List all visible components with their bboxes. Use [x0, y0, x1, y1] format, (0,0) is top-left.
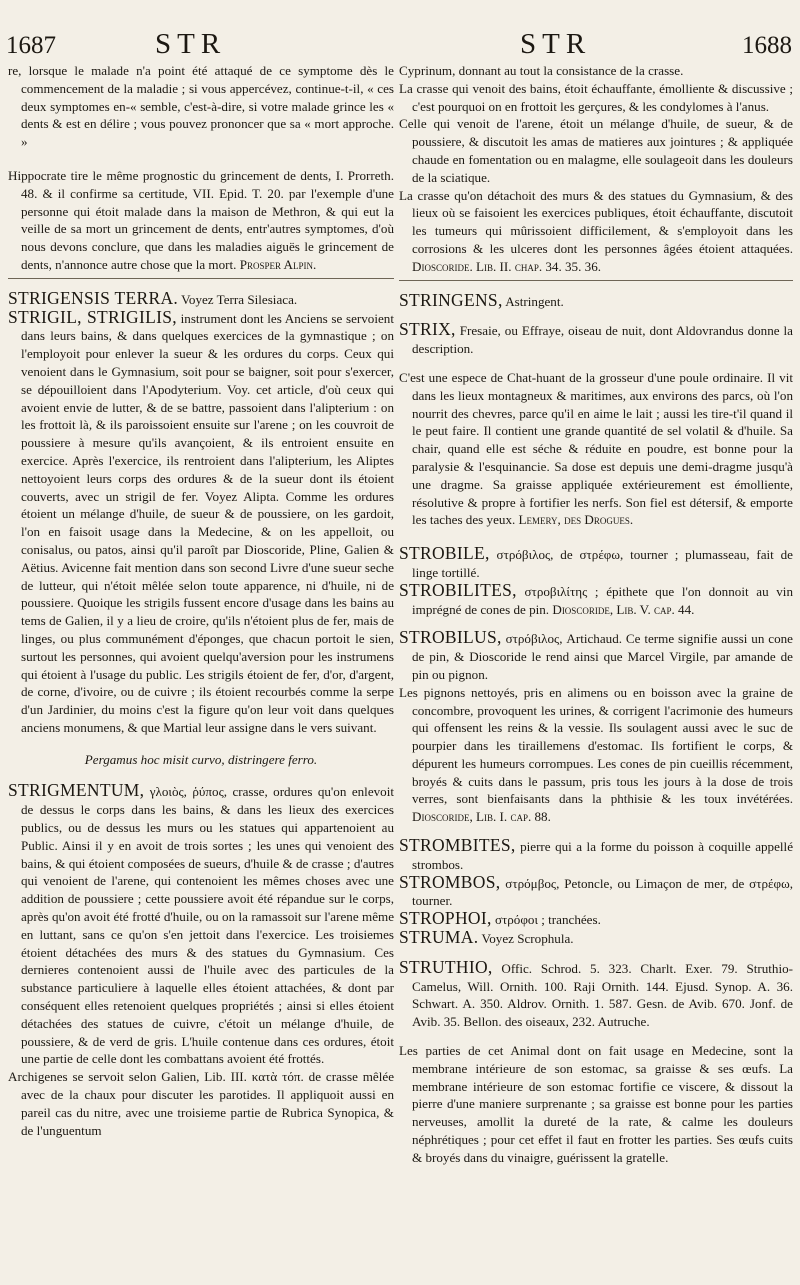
entry-text: στρόφοι ; tranchées. — [494, 912, 601, 928]
entry-strombos — [399, 871, 793, 911]
entry-strix — [399, 321, 793, 358]
reference: Dioscoride, Lib. I. cap. 88. — [412, 809, 551, 825]
entry-text: στρόβιλος, Artichaud. Ce terme signifie aussi un cone de pin, & Dioscoride le rend ainsi que Marcel Virgile, par amande de pin ou pignon. — [412, 631, 793, 682]
reference: Dioscoride, Lib. V. cap. 44. — [552, 601, 695, 617]
entry-headword: STRIGIL, STRIGILIS, — [8, 306, 177, 327]
entry-headword: STRINGENS, — [399, 289, 503, 310]
paragraph-archigenes: Archigenes se servoit selon Galien, Lib. III. κατὰ τόπ. de crasse mêlée avec de la chaux pour discuter les parotides. Il appliquoit aussi en pareil cas du nitre, avec une troisieme partie de Rubrica Synopica, & de l'unguentum — [8, 1069, 394, 1138]
entry-struma — [399, 929, 793, 948]
entry-text: στρόβιλος, de στρέφω, tourner ; plumasseau, fait de linge tortillé. — [412, 547, 793, 580]
entry-headword: STROBILE, — [399, 543, 490, 564]
entry-headword: STRUMA. — [399, 927, 479, 948]
entry-text: στροβιλίτης ; épithete que l'on donnoit au vin imprégné de cones de pin. — [412, 583, 793, 617]
entry-headword: STRIGENSIS TERRA. — [8, 287, 179, 308]
paragraph-crasse-bains: La crasse qui venoit des bains, étoit échauffante, émolliente & discussive ; c'est pourquoi on en frottoit les gerçures, & les condylomes à l'anus. — [399, 80, 793, 114]
paragraph-murs — [399, 187, 793, 276]
continuation-text: Cyprinum, donnant au tout la consistance de la crasse. — [399, 63, 684, 78]
entry-headword: STROBILITES, — [399, 579, 517, 600]
entry-headword: STRUTHIO, — [399, 956, 493, 977]
entry-text: Voyez Scrophula. — [481, 931, 574, 947]
entry-strobilites — [399, 579, 793, 619]
entry-strobile — [399, 545, 793, 582]
entry-text: pierre qui a la forme du poisson à coquille appellé strombos. — [412, 839, 793, 872]
entry-text: La crasse qu'on détachoit des murs & des statues du Gymnasium, & des lieux où se faisoient les exercices publiques, étoit échauffante, discutoit les tumeurs qui mûrissoient difficilement, & s'employoit dans les corrosions & les ulceres dont les personnes âgées étoient attaquées. — [399, 187, 793, 256]
entry-strobilus — [399, 629, 793, 683]
entry-headword: STROBILUS, — [399, 627, 502, 648]
entry-struthio — [399, 956, 793, 1031]
paragraph-arene: Celle qui venoit de l'arene, étoit un mélange d'huile, de sueur, & de poussiere, & discutoit les amas de matieres aux jointures ; & appliquée chaude en fomentation ou en malagme, elle soulageoit dans les douleurs de la sciatique. — [399, 116, 793, 185]
entry-text: Voyez Terra Silesiaca. — [181, 291, 298, 307]
reference: Lemery, des Drogues. — [518, 512, 634, 528]
entry-stringens — [399, 289, 793, 311]
reference: Dioscoride. Lib. II. chap. 34. 35. 36. — [412, 258, 602, 274]
left-running-head: STR — [155, 28, 227, 60]
intro-quote: re, lorsque le malade n'a point été attaqué de ce symptome dès le commencement de la maladie ; si vous appercévez, continue-t-il, « ces deux symptomes en-« semble, c'est-à-dire, si votre malade grince les « dents & est en délire ; vous pouvez prononcer que sa « mort approche. » — [8, 63, 394, 150]
paragraph-pignons — [399, 684, 793, 826]
entry-strigil — [8, 306, 394, 737]
entry-text: στρόμβος, Petoncle, ou Limaçon de mer, de στρέφω, tourner. — [412, 875, 793, 909]
entry-text: C'est une espece de Chat-huant de la grosseur d'une poule ordinaire. Il vit dans les lieux montagneux & maritimes, aux environs des parcs, où l'on nourrit des chevres, parce qu'il en aime le lait ; aussi les tire-t'il quand il le peut faire. Il contient une grande quantité de sel volatil & d'huile. Sa chair, quand elle est séche & réduite en poudre, est bonne pour la paralysie & l'esquinancie. Sa dose est depuis une demi-dragme jusqu'à une dragme. Sa graisse appliquée extérieurement est émolliente, résolutive & propre à fortifier les nerfs. Son fiel est détersif, & emporte les taches des yeux. — [399, 369, 793, 528]
divider — [399, 280, 793, 281]
paragraph-chat-huant — [399, 369, 793, 529]
entry-text: Astringent. — [505, 293, 564, 309]
right-running-head: STR — [520, 28, 592, 60]
divider — [8, 278, 394, 279]
entry-headword: STROMBOS, — [399, 871, 501, 892]
entry-hippocrate — [8, 167, 394, 274]
page-header — [0, 0, 800, 64]
left-column — [8, 62, 394, 1139]
entry-text: Offic. Schrod. 5. 323. Charlt. Exer. 79. Struthio-Camelus, Will. Ornith. 100. Raji Ornith. 144. Ejusd. Synop. A. 36. Schwart. A. 350. Aldrov. Ornith. 1. 587. Gesn. de Avib. 670. Jonf. de Avib. 35. Bellon. des oiseaux, 232. Autruche. — [412, 960, 793, 1030]
left-page-number: 1687 — [6, 32, 56, 59]
entry-text: Les pignons nettoyés, pris en alimens ou en boisson avec la graine de concombre, provoquent les urines, & corrigent l'acrimonie des humeurs qui offensent les reins & la vessie. Ils soulagent aussi avec le suc de pourpier dans les tiraillemens d'estomac. Ils fortifient le corps, & dépurent les humeurs corrompues. Les cones de pin cueillis récemment, broyés & cuits dans le passum, pris tous les jours à la dose de trois verres, sont bienfaisants dans la phthisie & les toux invétérées. — [399, 684, 793, 807]
entry-strombites — [399, 837, 793, 874]
signature: Prosper Alpin. — [239, 256, 317, 272]
entry-text: Hippocrate tire le même prognostic du grincement de dents, I. Prorreth. 48. & il confirme sa certitude, VII. Epid. T. 20. par l'exemple d'une personne qui étoit malade dans la maison de Methron, & qui eut la veille de sa mort un grincement de dents, entr'autres symptomes, d'où nous devons conclure, que dans les maladies aiguës le grincement de dents, n'annonce autre chose que la mort. — [8, 167, 394, 272]
entry-text: instrument dont les Anciens se servoient dans leurs bains, & dans quelques exercices de la gymnastique ; on l'employoit pour enlever la sueur & les ordures du corps. Ceux qui venoient dans le Gymnasium, soit pour se baigner, soit pour s'exercer, se dépouilloient dans l'Apodyterium. Voy. cet article, d'où ceux qui avoient envie de lutter, & de se battre, passoient dans l'alipterium : on les frottoit là, & ils paroissoient ensuite sur l'arene ; on les couvroit de poussiere à mesure qu'ils avançoient, & ils entroient ensuite en exercice. Après l'exercice, ils rentroient dans l'alipterium, les Aliptes nettoyoient leurs corps des ordures & de la sueur dont ils étoient couverts, avec un strigil de fer. Voyez Alipta. Comme les ordures étoient un mélange d'huile, de sueur & de poussiere, on les gardoit, l'on en faisoit usage dans la Medecine, & on les appelloit, ou conisalus, ou patos, ainsi qu'il paroît par Dioscoride, Pline, Galien & Aëtius. Avicenne fait mention dans son second Livre d'une sueur seche de lutteur, qui n'étoit mêlée selon toute apparence, ni d'huile, ni de poussiere. Quoique les strigils fussent encore d'usage dans les bains au tems de Galien, il y a lieu de croire, qu'ils n'étoient plus de fer, mais de linges, ou plus communément d'éponges, que chacun portoit le sien, surtout les personnes, qui avoient quelqu'aversion pour les instrumens qui étoient à l'usage du public. Les strigils étoient de fer, d'or, d'argent, de corne, d'ivoire, ou de cuivre ; ils étoient recourbés comme la serpe d'un Jardinier, du moins c'est la figure qu'on leur voit dans quelques anciens monumens, & que Martial leur assigne dans le vers suivant. — [21, 310, 394, 735]
entry-text: Fresaie, ou Effraye, oiseau de nuit, dont Aldovrandus donne la description. — [412, 323, 793, 357]
entry-headword: STROMBITES, — [399, 835, 516, 856]
entry-text: γλοιὸς, ῥύπος, crasse, ordures qu'on enlevoit de dessus le corps dans les bains, & dans les lieux des exercices publics, ou de dessus les murs ou les statues qui appartenoient au Public. Ainsi il y en avoit de trois sortes ; les unes qui venoient des bains, & qui étoient composées de sueurs, d'huile & de crasse ; d'autres qui venoient de l'arene, qui contenoient les mêmes choses avec une addition de poussiere ; cette poussiere avoit été répandue sur le corps, après qu'on avoit été frotté d'huile, ou on la ramassoit sur l'arene même en luttant, sans ce qu'on s'en jettoit dans l'exercice. Les troisiemes étoient détachées des murs & des statues du Gymnasium. Ces dernieres contenoient aussi de l'huile avec des particules de la substance particuliere à laquelle elles étoient attachées, & dont par conséquent elles retenoient quelques propriétés ; ainsi si elles étoient détachées des statues de cuivre, c'étoit un mélange d'huile, de poussiere, & de verd de gris. L'huile contenue dans ces ordures, étoit une partie de celle dont les combattans avoient été frottés. — [21, 784, 394, 1067]
entry-headword: STRIGMENTUM, — [8, 780, 145, 801]
right-page-number: 1688 — [742, 32, 792, 59]
entry-strigmentum — [8, 782, 394, 1068]
entry-headword: STROPHOI, — [399, 908, 492, 929]
right-column — [399, 62, 793, 1167]
paragraph-parties: Les parties de cet Animal dont on fait usage en Medecine, sont la membrane intérieure de son estomac, sa graisse & ses œufs. La membrane intérieure de son estomac fortifie ce viscere, & dissout la pierre d'une maniere surprenante ; sa graisse est bonne pour les parties nerveuses, amollit la dureté de la rate, & calme les douleurs néphrétiques ; pour cet effet il faut en frotter les parties. Ses œufs cuits & broyés dans du vinaigre, guérissent la gratelle. — [399, 1043, 793, 1165]
entry-headword: STRIX, — [399, 319, 456, 340]
martial-verse: Pergamus hoc misit curvo, distringere ferro. — [84, 751, 318, 767]
